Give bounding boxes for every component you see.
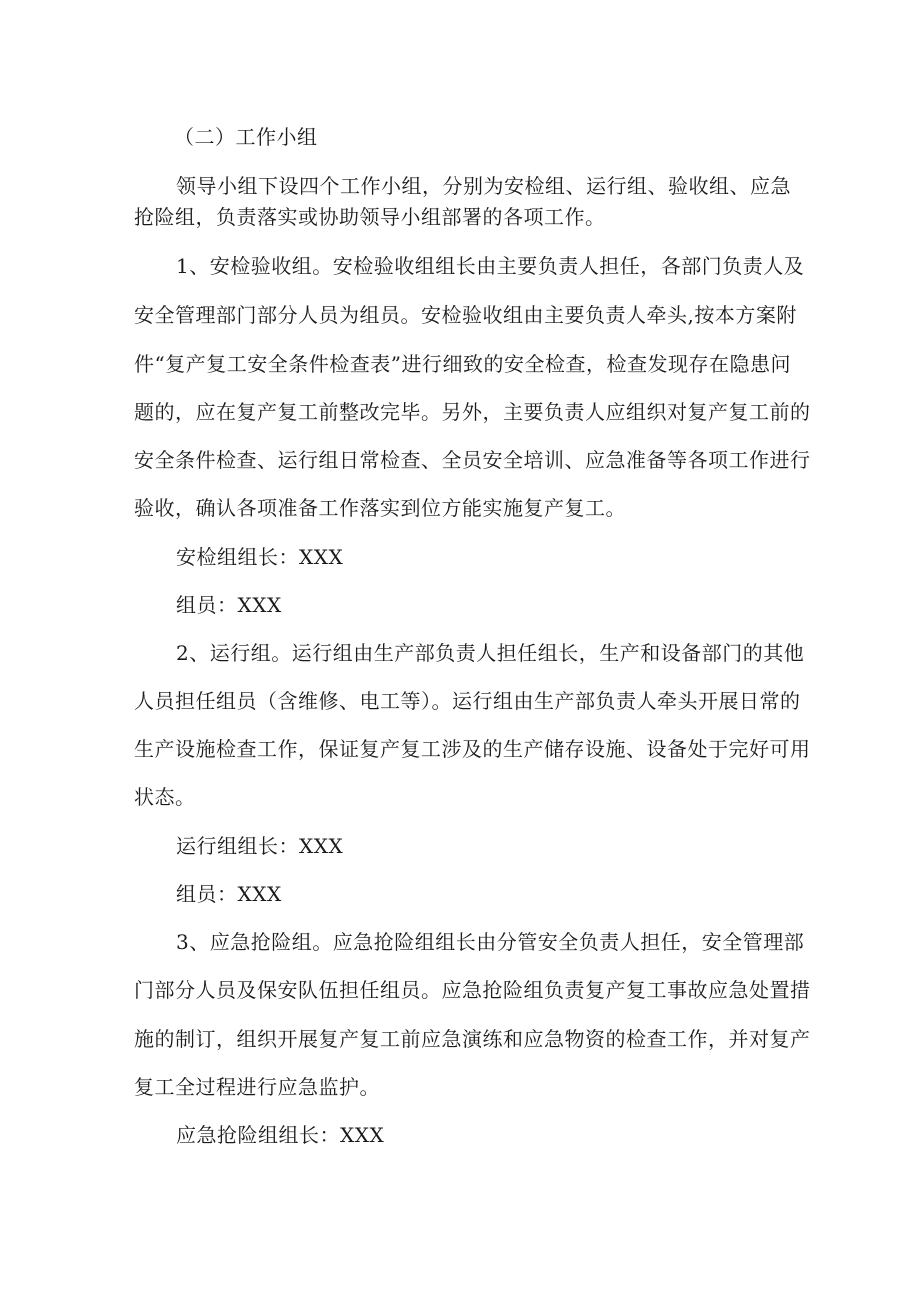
item2-leader: 运行组组长：XXX bbox=[176, 834, 344, 858]
item1-line-1: 1、安检验收组。安检验收组组长由主要负责人担任，各部门负责人及 bbox=[176, 254, 805, 278]
item1-line-2: 安全管理部门部分人员为组员。安检验收组由主要负责人牵头,按本方案附 bbox=[134, 303, 797, 327]
section-heading: （二）工作小组 bbox=[174, 125, 318, 149]
item3-line-3: 施的制订，组织开展复产复工前应急演练和应急物资的检查工作，并对复产 bbox=[134, 1027, 811, 1051]
item2-line-1: 2、运行组。运行组由生产部负责人担任组长，生产和设备部门的其他 bbox=[176, 641, 805, 665]
item2-line-4: 状态。 bbox=[134, 785, 196, 809]
item2-line-3: 生产设施检查工作，保证复产复工涉及的生产储存设施、设备处于完好可用 bbox=[134, 737, 811, 761]
item2-line-2: 人员担任组员（含维修、电工等）。运行组由生产部负责人牵头开展日常的 bbox=[134, 689, 801, 713]
item3-line-1: 3、应急抢险组。应急抢险组组长由分管安全负责人担任，安全管理部 bbox=[176, 930, 805, 954]
intro-line-2: 抢险组，负责落实或协助领导小组部署的各项工作。 bbox=[134, 205, 606, 229]
item1-line-4: 题的，应在复产复工前整改完毕。另外，主要负责人应组织对复产复工前的 bbox=[134, 400, 811, 424]
item1-line-5: 安全条件检查、运行组日常检查、全员安全培训、应急准备等各项工作进行 bbox=[134, 448, 811, 472]
item3-line-2: 门部分人员及保安队伍担任组员。应急抢险组负责复产复工事故应急处置措 bbox=[134, 978, 811, 1002]
item1-line-6: 验收，确认各项准备工作落实到位方能实施复产复工。 bbox=[134, 496, 626, 520]
intro-line-1: 领导小组下设四个工作小组，分别为安检组、运行组、验收组、应急 bbox=[176, 174, 791, 198]
item3-line-4: 复工全过程进行应急监护。 bbox=[134, 1075, 380, 1099]
item2-members: 组员：XXX bbox=[176, 882, 282, 906]
item1-leader: 安检组组长：XXX bbox=[176, 545, 344, 569]
item1-members: 组员：XXX bbox=[176, 593, 282, 617]
item3-leader: 应急抢险组组长：XXX bbox=[176, 1123, 385, 1147]
item1-line-3: 件“复产复工安全条件检查表”进行细致的安全检查，检查发现存在隐患问 bbox=[134, 352, 791, 376]
